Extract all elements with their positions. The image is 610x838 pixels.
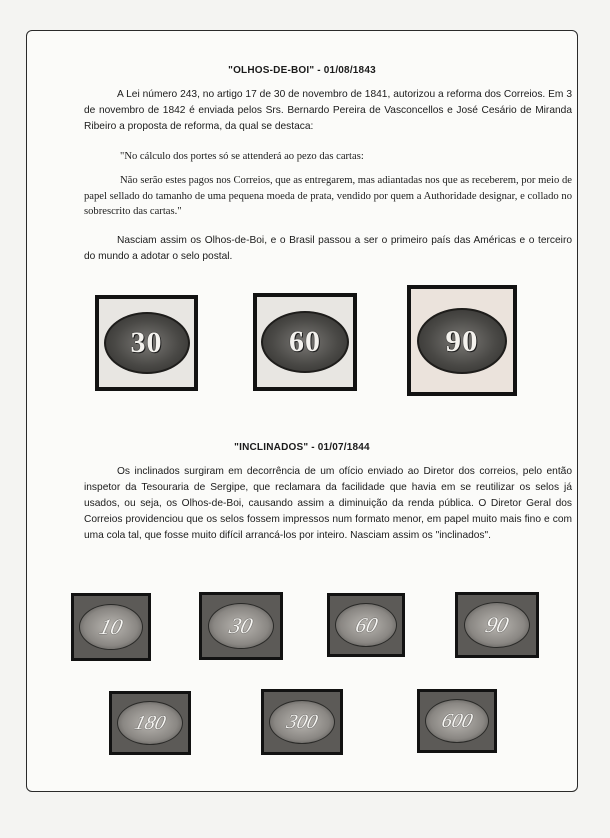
intro-paragraph: A Lei número 243, no artigo 17 de 30 de novembro de 1841, autorizou a reforma dos Correios. Em 3 de novembro de 1842 é enviada pelos Srs. Bernardo Pereira de Vasconcellos e José Cesário de Miranda Ribeiro a proposta de reforma, da qual se destaca: bbox=[84, 89, 572, 132]
stamp-value: 300 bbox=[284, 710, 320, 733]
stamp-value: 90 bbox=[445, 322, 479, 358]
stamp-value: 60 bbox=[352, 612, 380, 637]
stamp-value: 600 bbox=[439, 709, 475, 732]
olhos-de-boi-conclusion: Nasciam assim os Olhos-de-Boi, e o Brasil passou a ser o primeiro país das Américas e o terceiro do mundo a adotar o selo postal. bbox=[84, 235, 572, 262]
stamp-olho-de-boi-90 bbox=[407, 285, 517, 396]
stamp-value: 30 bbox=[130, 326, 163, 359]
stamp-value: 90 bbox=[483, 612, 512, 637]
stamp-value: 10 bbox=[97, 614, 126, 639]
stamp-value: 60 bbox=[289, 325, 321, 358]
stamp-inclinado-180 bbox=[109, 691, 191, 755]
quote-paragraph: Não serão estes pagos nos Correios, que as entregarem, mas adiantadas nos que as receberem, por meio de papel sellado do tamanho de uma pequena moeda de prata, vendido por quem a Authoridade designar, e collado no sobrescrito das cartas." bbox=[84, 175, 572, 217]
stamp-inclinado-60 bbox=[327, 593, 405, 657]
stamp-value: 180 bbox=[132, 711, 168, 734]
quote-line-1: "No cálculo dos portes só se attenderá ao pezo das cartas: bbox=[120, 151, 364, 162]
inclinados-paragraph: Os inclinados surgiram em decorrência de um ofício enviado ao Diretor dos correios, pelo então inspetor da Tesouraria de Sergipe, que reclamara da facilidade que havia em se reutilizar os selos já usados, ou seja, os Olhos-de-Boi, causando assim a diminuição da renda pública. O Diretor Geral dos Correios providenciou que os selos fossem impressos num formato menor, em papel muito mais fino e com uma cola tal, que fosse muito difícil arrancá-los por inteiro. Nasciam assim os "inclinados". bbox=[84, 466, 572, 541]
section-title-inclinados: "INCLINADOS" - 01/07/1844 bbox=[234, 442, 370, 453]
stamp-value: 30 bbox=[227, 613, 256, 638]
stamp-olho-de-boi-30 bbox=[95, 295, 198, 391]
stamp-olho-de-boi-60 bbox=[253, 293, 357, 391]
section-title-olhos-de-boi: "OLHOS-DE-BOI" - 01/08/1843 bbox=[228, 65, 376, 76]
stamp-inclinado-90 bbox=[455, 592, 539, 658]
stamp-inclinado-300 bbox=[261, 689, 343, 755]
stamp-inclinado-10 bbox=[71, 593, 151, 661]
album-page bbox=[26, 30, 578, 792]
stamp-inclinado-30 bbox=[199, 592, 283, 660]
stamp-inclinado-600 bbox=[417, 689, 497, 753]
